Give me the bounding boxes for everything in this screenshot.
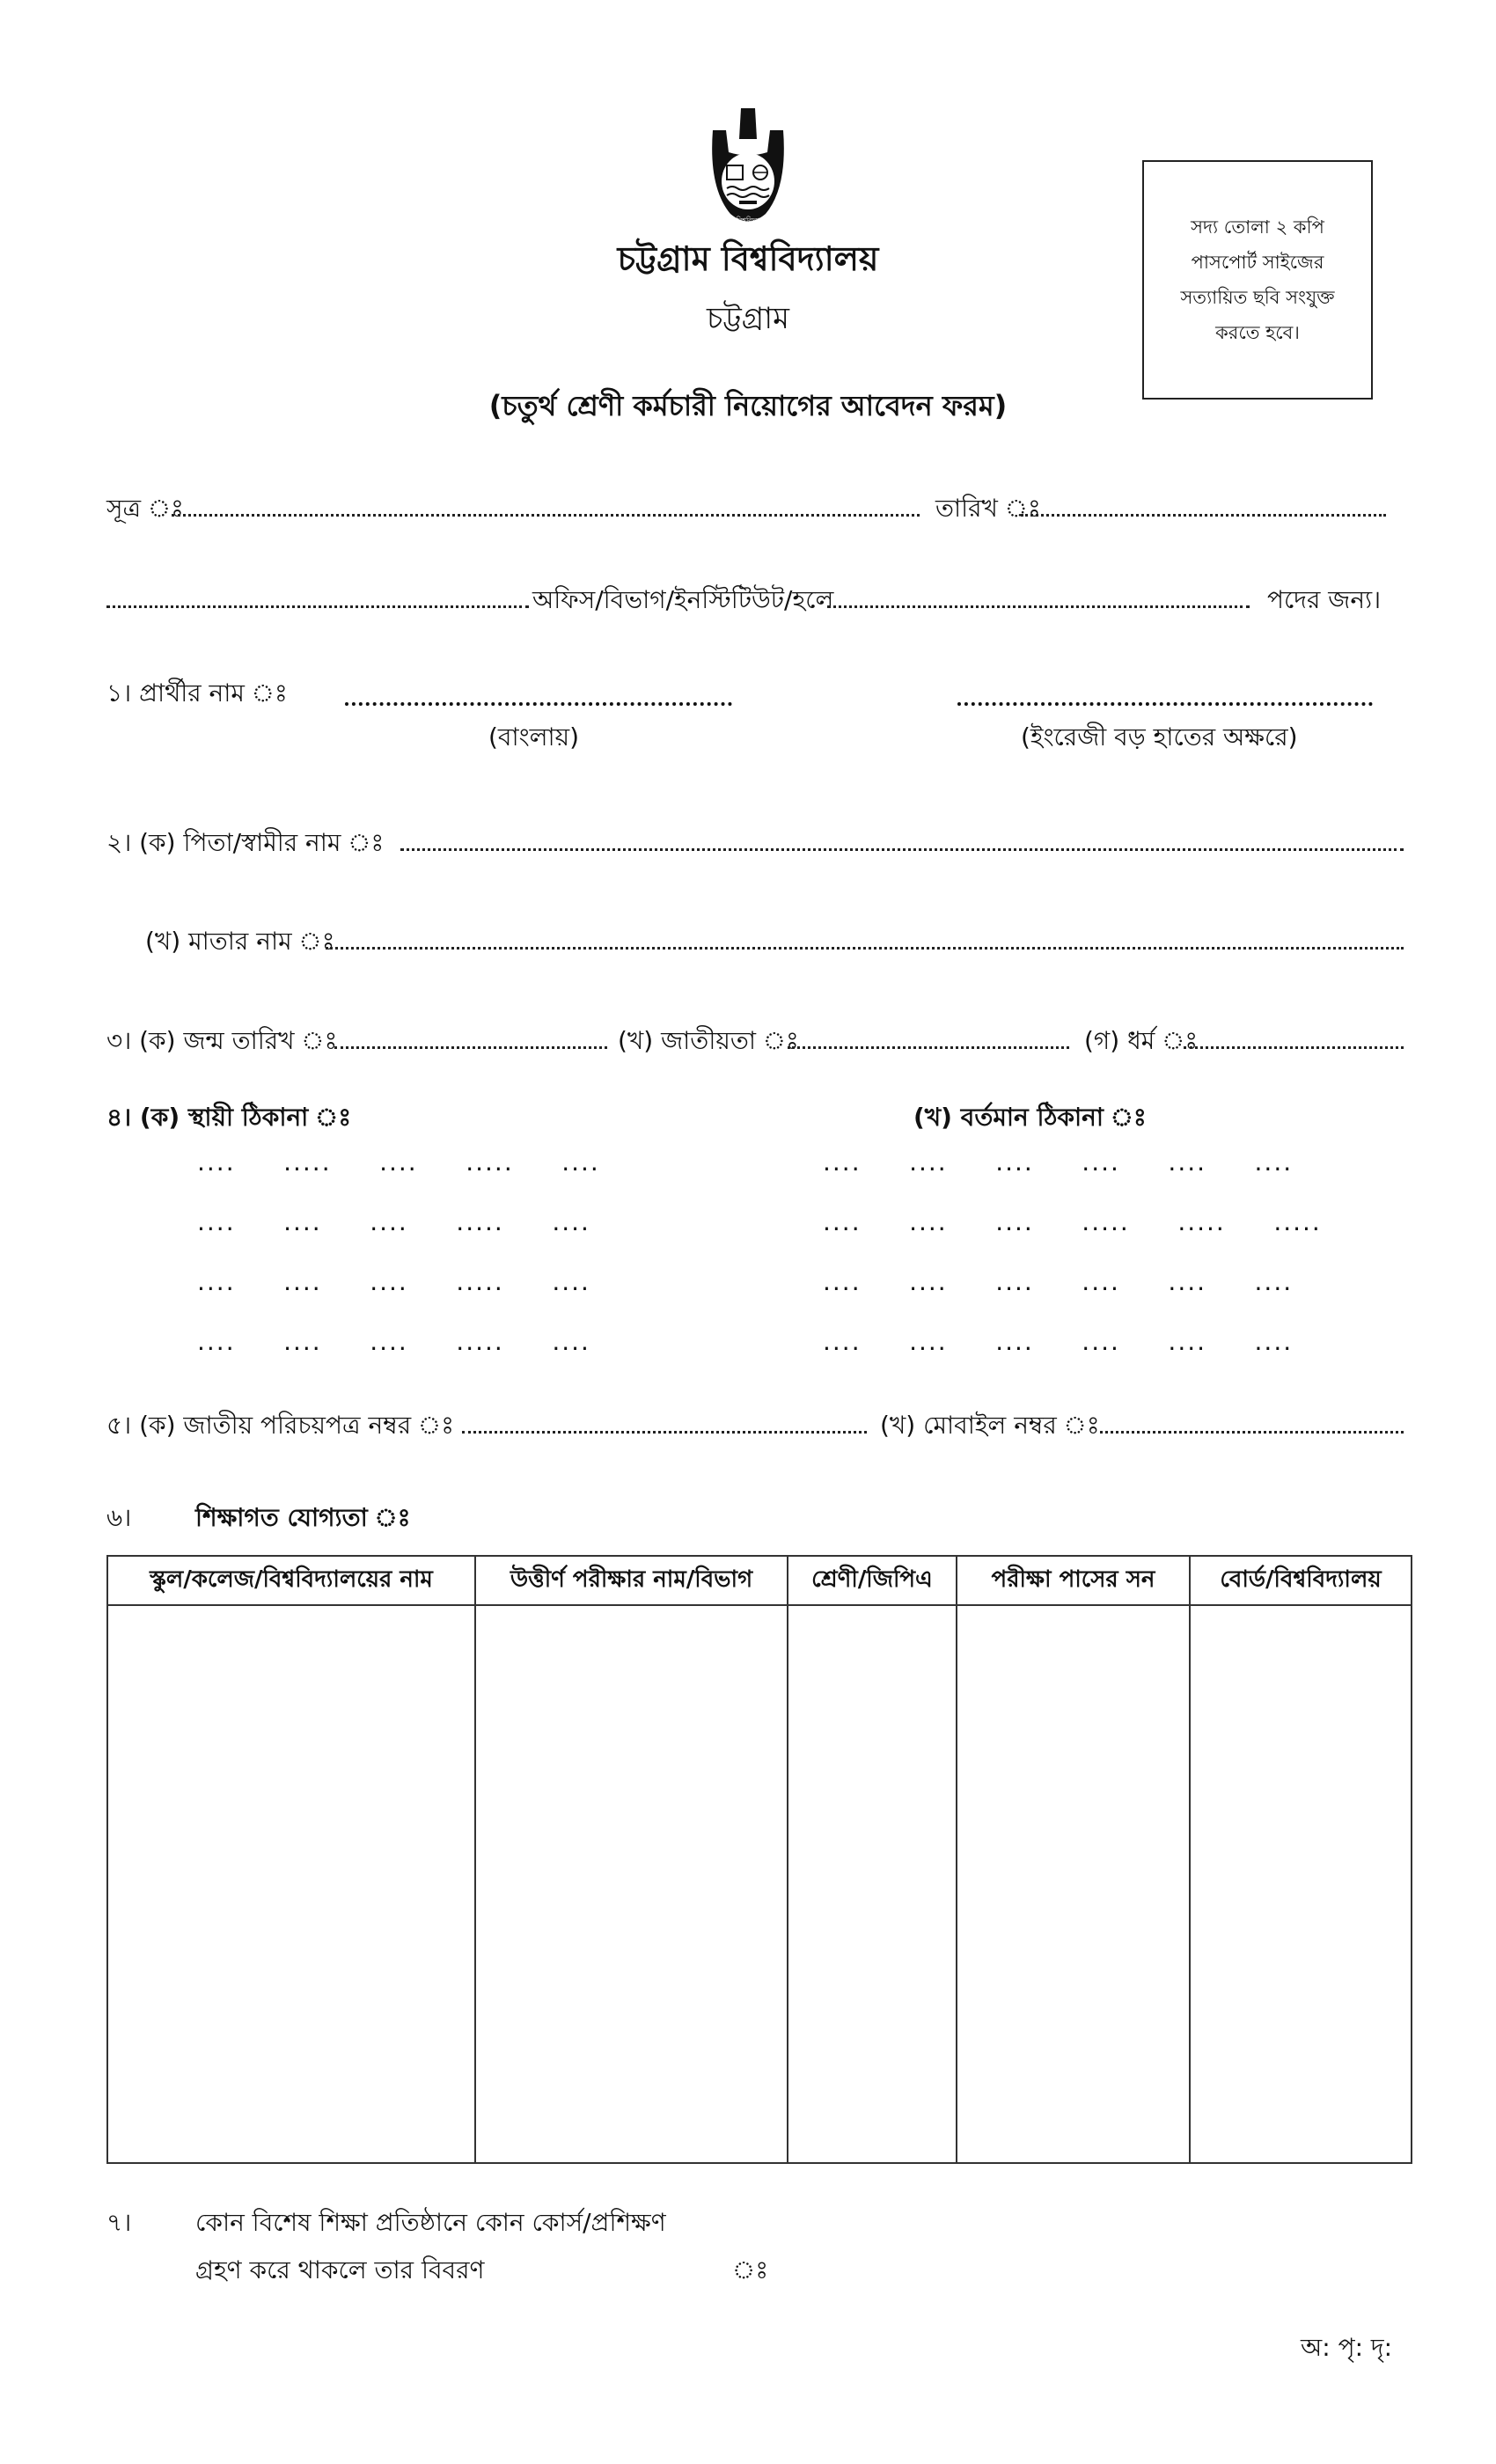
present-address-line-1[interactable]: .... .... .... .... .... .... — [823, 1148, 1294, 1177]
nid-field[interactable] — [462, 1431, 867, 1434]
mother-name-label: (খ) মাতার নাম ঃ — [145, 927, 335, 956]
applicant-name-english-field[interactable] — [957, 702, 1373, 706]
exam-cell[interactable] — [475, 1605, 788, 2163]
permanent-address-label: ৪। (ক) স্থায়ী ঠিকানা ঃ — [106, 1103, 352, 1132]
city-name: চট্টগ্রাম — [707, 301, 789, 336]
bangla-hint: (বাংলায়) — [488, 722, 580, 752]
ref-label: সূত্র ঃ — [106, 494, 184, 523]
post-label: পদের জন্য। — [1267, 585, 1382, 614]
permanent-address-line-3[interactable]: .... .... .... ..... .... — [197, 1267, 590, 1296]
q7-number: ৭। — [106, 2208, 132, 2237]
present-address-line-2[interactable]: .... .... .... ..... ..... ..... — [823, 1207, 1322, 1236]
present-address-label: (খ) বর্তমান ঠিকানা ঃ — [913, 1103, 1147, 1132]
q6-number: ৬। — [106, 1503, 132, 1532]
grade-cell[interactable] — [788, 1605, 957, 2163]
photo-box — [1142, 160, 1373, 400]
training-colon: ঃ — [732, 2255, 769, 2284]
board-cell[interactable] — [1190, 1605, 1412, 2163]
dob-field[interactable] — [334, 1046, 607, 1049]
father-name-field[interactable] — [400, 848, 1404, 851]
permanent-address-line-1[interactable]: .... ..... .... ..... .... — [197, 1148, 600, 1177]
mobile-label: (খ) মোবাইল নম্বর ঃ — [880, 1411, 1100, 1440]
permanent-address-line-2[interactable]: .... .... .... ..... .... — [197, 1207, 590, 1236]
form-title: (চতুর্থ শ্রেণী কর্মচারী নিয়োগের আবেদন ফরম) — [488, 389, 1008, 422]
photo-instruction: সদ্য তোলা ২ কপি পাসপোর্ট সাইজের সত্যায়িত ছবি সংযুক্ত করতে হবে। — [1180, 216, 1335, 343]
post-name-field[interactable] — [106, 605, 529, 608]
col-board: বোর্ড/বিশ্ববিদ্যালয় — [1190, 1556, 1412, 1605]
university-name: চট্টগ্রাম বিশ্ববিদ্যালয় — [617, 239, 879, 278]
religion-label: (গ) ধর্ম ঃ — [1084, 1026, 1199, 1055]
please-turn-over: অ: পৃ: দৃ: — [1301, 2333, 1393, 2362]
logo-caption: চট্টগ্রাম বিশ্ববিদ্যালয় — [715, 216, 770, 224]
father-name-label: ২। (ক) পিতা/স্বামীর নাম ঃ — [106, 828, 385, 857]
education-table — [106, 1555, 1412, 2164]
present-address-line-3[interactable]: .... .... .... .... .... .... — [823, 1267, 1294, 1296]
col-institution: স্কুল/কলেজ/বিশ্ববিদ্যালয়ের নাম — [107, 1556, 475, 1605]
dob-label: ৩। (ক) জন্ম তারিখ ঃ — [106, 1026, 338, 1055]
col-grade: শ্রেণী/জিপিএ — [788, 1556, 957, 1605]
english-hint: (ইংরেজী বড় হাতের অক্ষরে) — [1021, 722, 1298, 752]
office-name-field[interactable] — [827, 605, 1250, 608]
year-cell[interactable] — [957, 1605, 1190, 2163]
col-year: পরীক্ষা পাসের সন — [957, 1556, 1190, 1605]
mother-name-field[interactable] — [326, 947, 1404, 950]
education-label: শিক্ষাগত যোগ্যতা ঃ — [195, 1503, 411, 1532]
applicant-name-label: ১। প্রার্থীর নাম ঃ — [106, 678, 288, 708]
nationality-field[interactable] — [788, 1046, 1069, 1049]
mobile-field[interactable] — [1100, 1431, 1404, 1434]
permanent-address-line-4[interactable]: .... .... .... ..... .... — [197, 1327, 590, 1356]
training-label-line2: গ্রহণ করে থাকলে তার বিবরণ — [195, 2255, 485, 2284]
education-table-header — [107, 1556, 1412, 1605]
religion-field[interactable] — [1184, 1046, 1404, 1049]
date-label: তারিখ ঃ — [935, 494, 1041, 523]
date-field[interactable] — [1021, 514, 1386, 517]
training-label-line1: কোন বিশেষ শিক্ষা প্রতিষ্ঠানে কোন কোর্স/প্রশিক্ষণ — [195, 2208, 666, 2237]
nationality-label: (খ) জাতীয়তা ঃ — [618, 1026, 799, 1055]
ref-field[interactable] — [172, 514, 920, 517]
office-label: অফিস/বিভাগ/ইনস্টিটিউট/হলে — [532, 585, 834, 614]
present-address-line-4[interactable]: .... .... .... .... .... .... — [823, 1327, 1294, 1356]
nid-label: ৫। (ক) জাতীয় পরিচয়পত্র নম্বর ঃ — [106, 1411, 455, 1440]
applicant-name-bangla-field[interactable] — [345, 702, 732, 706]
institution-cell[interactable] — [107, 1605, 475, 2163]
col-exam: উত্তীর্ণ পরীক্ষার নাম/বিভাগ — [475, 1556, 788, 1605]
table-row — [107, 1605, 1412, 2163]
